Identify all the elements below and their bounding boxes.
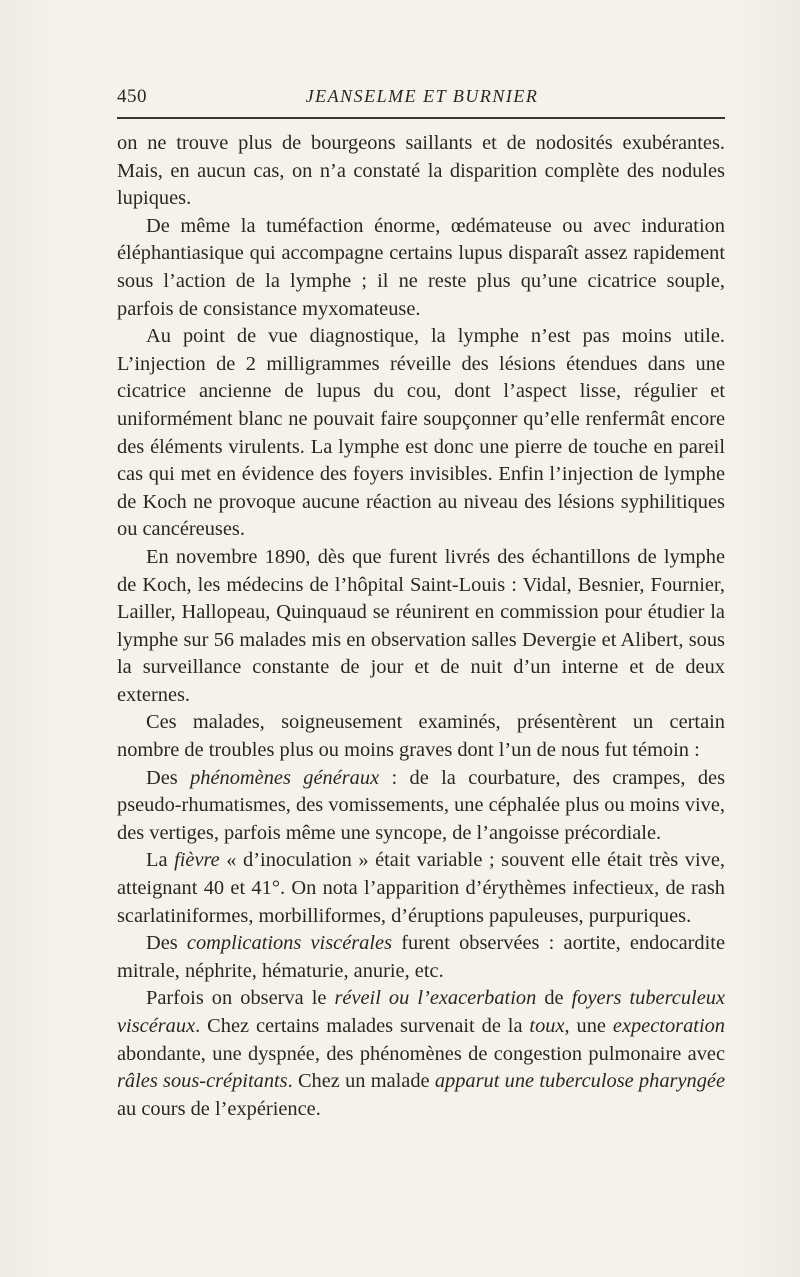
text-run: furent observées : aortite, endocardite mitrale, néphrite, hématurie, anurie, etc. (117, 932, 725, 982)
paragraph-9 (117, 985, 725, 1123)
text-run: : de la courbature, des crampes, des pseudo-rhumatismes, des vomissements, une céphalée plus ou moins vive, des vertiges, parfois même une syncope, de l’angoisse précordiale. (117, 766, 725, 844)
text-run: de (536, 987, 572, 1010)
paragraph-2: De même la tuméfaction énorme, œdémateuse ou avec induration éléphantiasique qui accompagne certains lupus disparaît assez rapidement sous l’action de la lymphe ; il ne reste plus qu’une cicatrice souple, parfois de consistance myxomateuse. (117, 214, 725, 320)
italic-run: réveil ou l’exacerbation (334, 987, 537, 1010)
text-run: au cours de l’expérience. (117, 1097, 321, 1120)
paragraph-1: on ne trouve plus de bourgeons saillants et de nodosités exubérantes. Mais, en aucun cas, on n’a constaté la disparition complète des nodules lupiques. (117, 132, 725, 210)
italic-run: fièvre (174, 849, 220, 872)
paragraph-7 (117, 847, 725, 930)
italic-run: apparut une tuberculose pharyngée (434, 1070, 725, 1093)
text-run: abondante, une dyspnée, des phénomènes de congestion pulmonaire avec (117, 1042, 725, 1065)
italic-run: expectoration (612, 1015, 725, 1037)
italic-run: toux (529, 1015, 565, 1037)
text-run: Des (146, 932, 187, 955)
text-run: , une (564, 1015, 613, 1037)
italic-run: complications viscérales (186, 932, 393, 955)
running-head: JEANSELME ET BURNIER (305, 86, 539, 106)
text-run: . Chez certains malades survenait de la (195, 1015, 530, 1037)
paragraph-4: En novembre 1890, dès que furent livrés des échantillons de lymphe de Koch, les médecins de l’hôpital Saint-Louis : Vidal, Besnier, Fournier, Lailler, Hallopeau, Quinquaud se réunirent en commission pour étudier la lymphe sur 56 malades mis en observation salles Devergie et Alibert, sous la surveillance constante de jour et de nuit d’un interne et de deux externes. (117, 545, 725, 706)
header-rule (117, 117, 725, 119)
text-run: « d’inoculation » était variable ; souvent elle était très vive, atteignant 40 et 41°. On nota l’apparition d’érythèmes infectieux, de rash scarlatiniformes, morbilliformes, d’éruptions papuleuses, purpuriques. (117, 849, 725, 927)
page-number: 450 (117, 86, 147, 107)
text-run: La (146, 849, 175, 872)
paragraph-6 (117, 765, 725, 848)
text-run: Parfois on observa le (146, 987, 335, 1010)
text-run: Des (146, 766, 191, 789)
paragraph-3: Au point de vue diagnostique, la lymphe n’est pas moins utile. L’injection de 2 milligrammes réveille des lésions étendues dans une cicatrice ancienne de lupus du cou, dont l’aspect lisse, régulier et uniformément blanc ne pouvait faire soupçonner qu’elle renfermât encore des éléments virulents. La lymphe est donc une pierre de touche en pareil cas qui met en évidence des foyers invisibles. Enfin l’injection de lymphe de Koch ne provoque aucune réaction au niveau des lésions syphilitiques ou cancéreuses. (117, 325, 725, 541)
italic-run: foyers tuberculeux viscéraux (117, 987, 725, 1037)
page-header (117, 86, 727, 110)
text-run: . Chez un malade (287, 1070, 435, 1093)
italic-run: phénomènes généraux (190, 766, 380, 789)
italic-run: râles sous-crépitants (117, 1070, 288, 1093)
paragraph-8 (117, 930, 725, 985)
body-text (117, 130, 725, 1123)
paragraph-5: Ces malades, soigneusement examinés, présentèrent un certain nombre de troubles plus ou moins graves dont l’un de nous fut témoin : (117, 711, 725, 762)
